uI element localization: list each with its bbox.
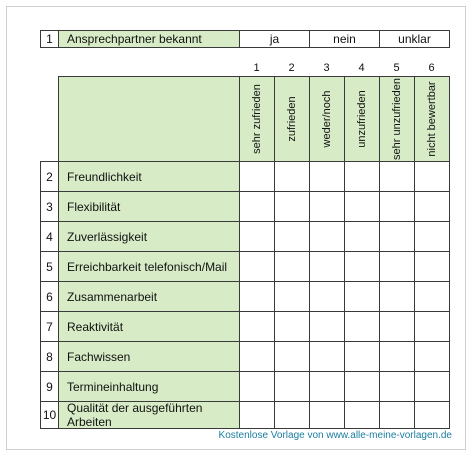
rating-cell[interactable] [239,281,275,312]
rating-cell[interactable] [274,371,310,402]
rating-cell[interactable] [239,191,275,222]
rating-cell[interactable] [344,311,380,342]
row1-number: 1 [40,30,59,48]
rating-cell[interactable] [379,311,415,342]
rating-cell[interactable] [239,371,275,402]
row-label: Erreichbarkeit telefonisch/Mail [58,251,240,282]
rating-cell[interactable] [274,191,310,222]
rating-cell[interactable] [239,221,275,252]
rating-cell[interactable] [379,371,415,402]
rating-cell[interactable] [414,281,450,312]
rating-cell[interactable] [309,401,345,429]
rating-cell[interactable] [309,371,345,402]
rating-cell[interactable] [274,341,310,372]
rating-cell[interactable] [414,341,450,372]
row1-label: Ansprechpartner bekannt [58,30,240,48]
rating-cell[interactable] [414,221,450,252]
rating-cell[interactable] [309,191,345,222]
rating-cell[interactable] [309,341,345,372]
row-number: 10 [40,401,59,429]
column-number-3: 3 [323,62,330,74]
option-nein[interactable]: nein [309,30,380,48]
rating-cell[interactable] [344,191,380,222]
rating-cell[interactable] [274,311,310,342]
row-number: 9 [40,371,59,402]
column-header-label: unzufrieden [356,90,368,148]
rating-cell[interactable] [379,341,415,372]
row-label: Freundlichkeit [58,161,240,192]
option-ja[interactable]: ja [239,30,310,48]
rating-cell[interactable] [379,401,415,429]
row-label: Zuverlässigkeit [58,221,240,252]
rating-cell[interactable] [239,401,275,429]
rating-cell[interactable] [344,371,380,402]
rating-cell[interactable] [274,251,310,282]
rating-cell[interactable] [379,281,415,312]
rating-cell[interactable] [414,191,450,222]
rating-cell[interactable] [414,311,450,342]
column-number-5: 5 [393,62,400,74]
row-number: 7 [40,311,59,342]
row-number: 4 [40,221,59,252]
rating-cell[interactable] [379,251,415,282]
column-header-label: weder/noch [321,90,333,148]
rating-cell[interactable] [414,401,450,429]
rating-cell[interactable] [309,311,345,342]
rating-cell[interactable] [414,251,450,282]
rating-cell[interactable] [239,161,275,192]
rating-cell[interactable] [239,251,275,282]
rating-cell[interactable] [274,221,310,252]
row-number: 5 [40,251,59,282]
column-header-label: zufrieden [286,96,298,142]
column-header-1 [239,76,275,162]
row-label: Qualität der ausgeführten Arbeiten [58,401,240,429]
rating-cell[interactable] [379,161,415,192]
column-number-1: 1 [253,62,260,74]
rating-cell[interactable] [414,371,450,402]
row-number: 6 [40,281,59,312]
column-header-label: sehr unzufrieden [391,78,403,160]
column-number-4: 4 [358,62,365,74]
rating-cell[interactable] [309,161,345,192]
rating-cell[interactable] [239,341,275,372]
row-label: Reaktivität [58,311,240,342]
column-header-5 [379,76,415,162]
column-header-label: sehr zufrieden [251,84,263,154]
row-number: 8 [40,341,59,372]
option-unklar[interactable]: unklar [379,30,450,48]
rating-cell[interactable] [344,401,380,429]
rating-cell[interactable] [379,191,415,222]
column-header-4 [344,76,380,162]
row-label: Zusammenarbeit [58,281,240,312]
rating-cell[interactable] [309,251,345,282]
row-label: Fachwissen [58,341,240,372]
column-header-label: nicht bewertbar [426,81,438,157]
rating-cell[interactable] [309,281,345,312]
rating-cell[interactable] [344,251,380,282]
row-label: Termineinhaltung [58,371,240,402]
rating-cell[interactable] [309,221,345,252]
row-label: Flexibilität [58,191,240,222]
column-header-6 [414,76,450,162]
header-label-cell [58,76,240,162]
row-number: 2 [40,161,59,192]
rating-cell[interactable] [344,341,380,372]
footer-credit: Kostenlose Vorlage von www.alle-meine-vorlagen.de [218,430,452,441]
rating-cell[interactable] [414,161,450,192]
row-number: 3 [40,191,59,222]
column-header-3 [309,76,345,162]
rating-cell[interactable] [239,311,275,342]
rating-cell[interactable] [344,281,380,312]
column-number-6: 6 [428,62,435,74]
rating-cell[interactable] [274,161,310,192]
column-header-2 [274,76,310,162]
rating-cell[interactable] [379,221,415,252]
rating-cell[interactable] [344,221,380,252]
rating-cell[interactable] [274,401,310,429]
rating-cell[interactable] [274,281,310,312]
rating-cell[interactable] [344,161,380,192]
column-number-2: 2 [288,62,295,74]
